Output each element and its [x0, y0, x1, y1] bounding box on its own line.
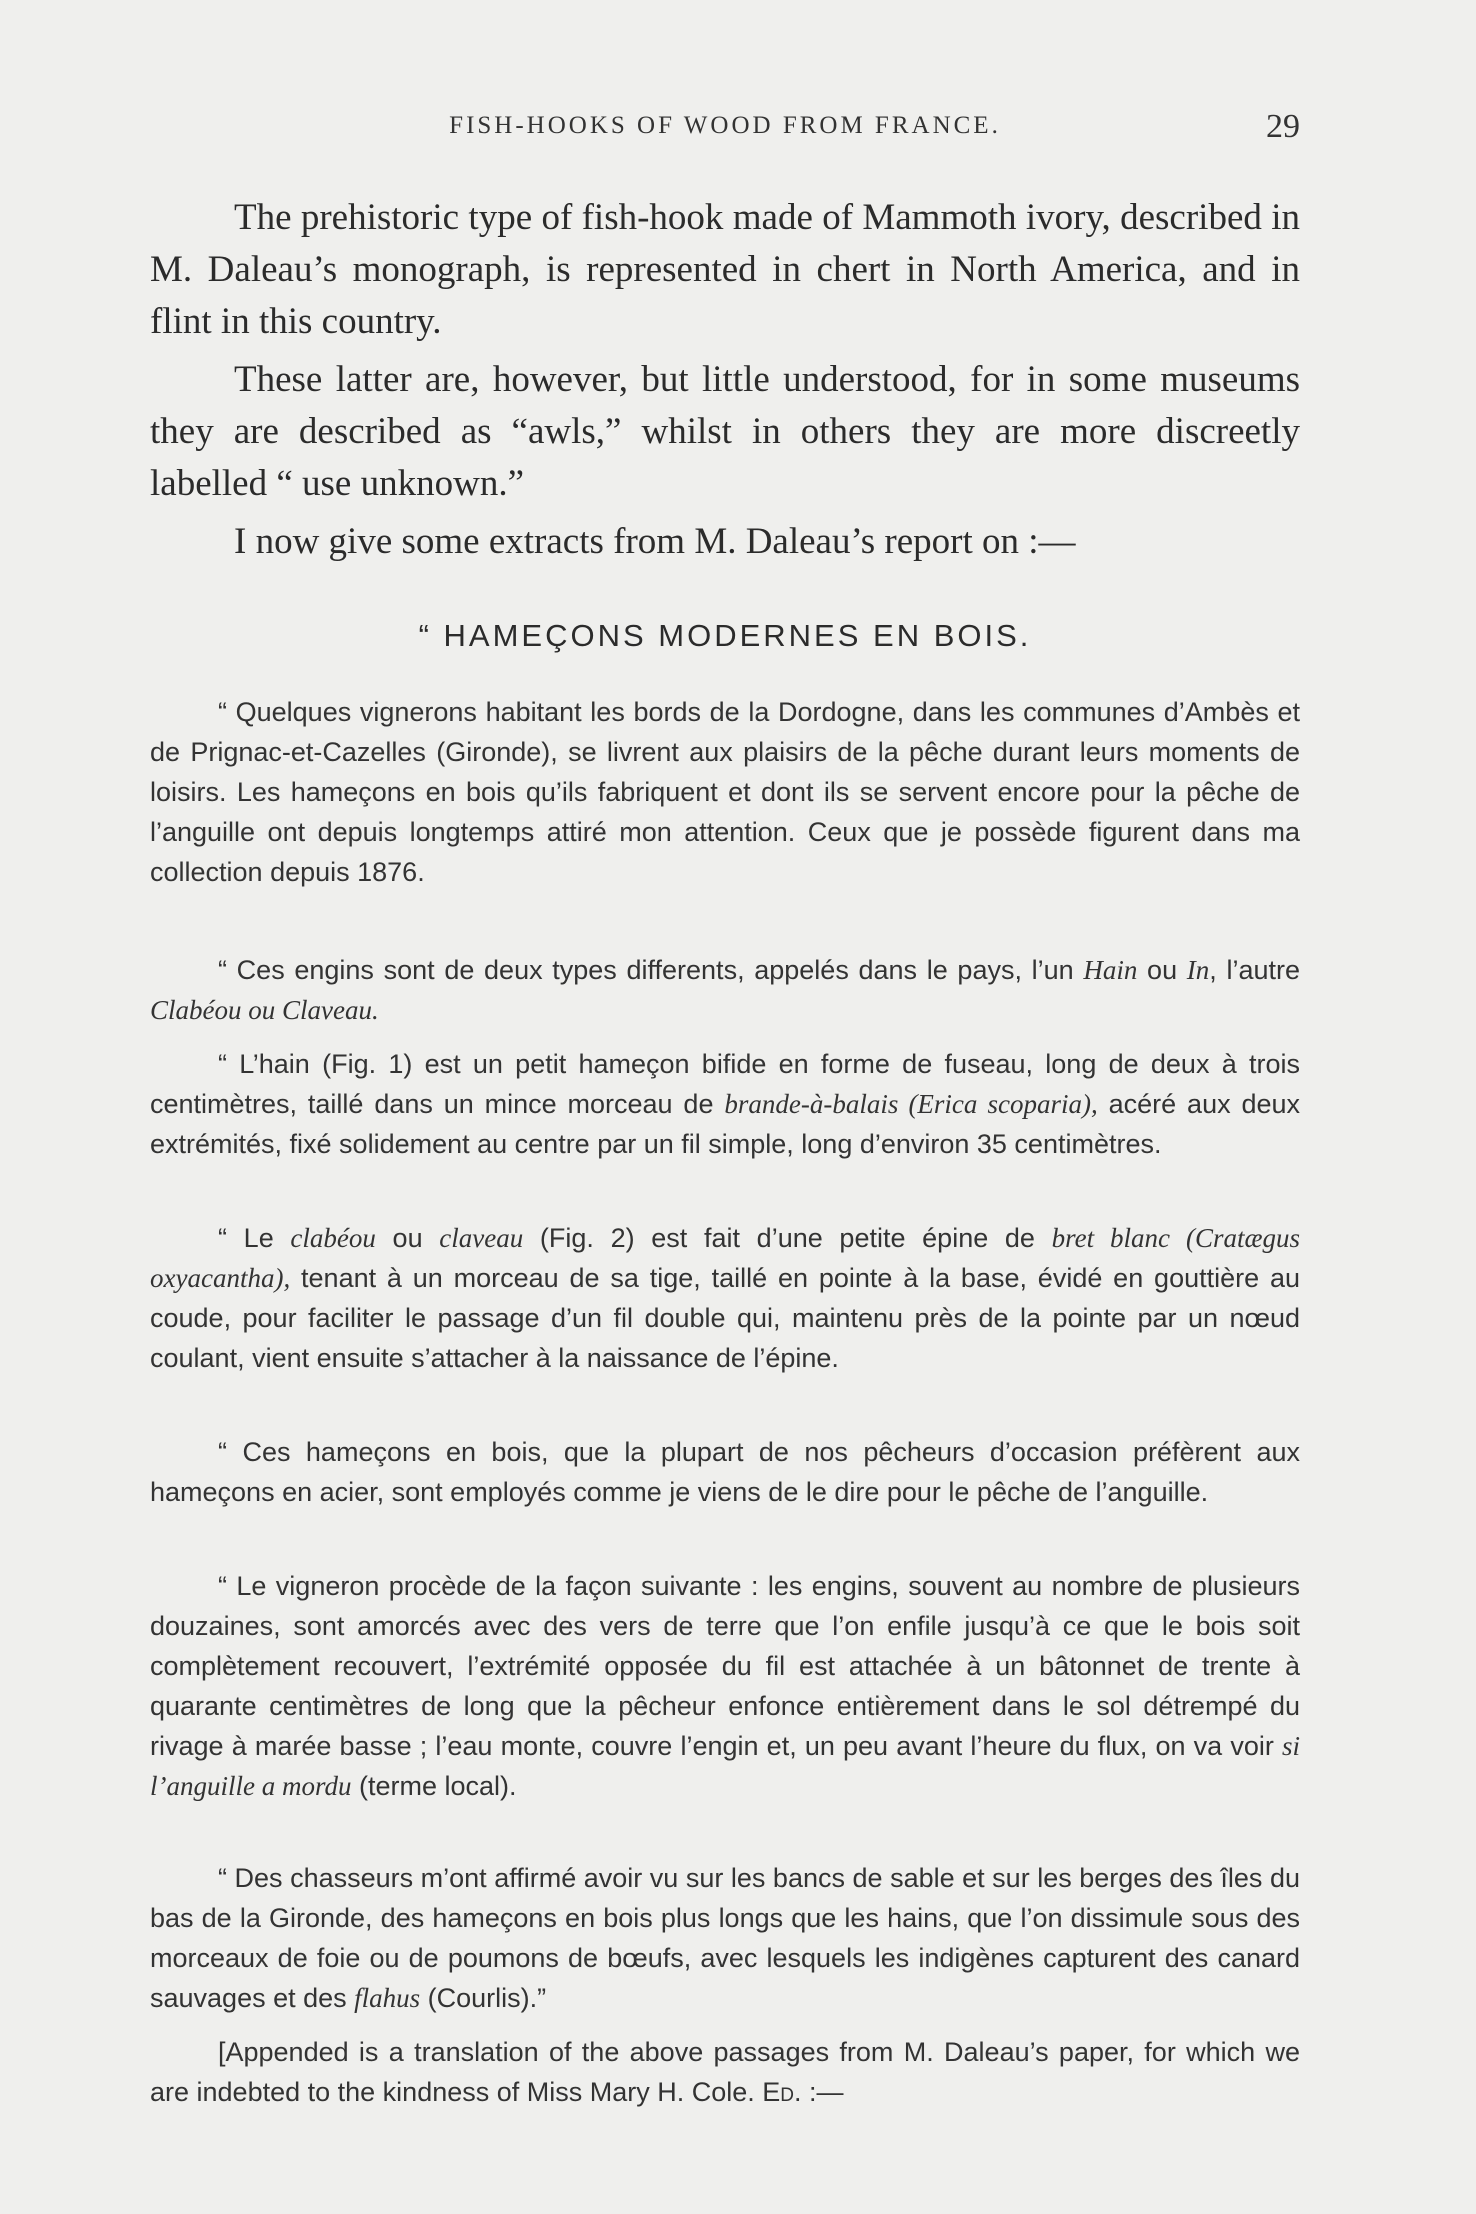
running-title: FISH-HOOKS OF WOOD FROM FRANCE. [449, 112, 1001, 139]
italic-term: Hain [1083, 955, 1138, 985]
french-paragraph-3 [150, 1044, 1300, 1164]
text: , l’autre [1209, 955, 1301, 985]
italic-term: claveau [439, 1223, 524, 1253]
closing-note [150, 2032, 1300, 2112]
text: “ Le [218, 1223, 291, 1253]
intro-paragraph-2: These latter are, however, but little understood, for in some museums they are described as “awls,” whilst in others they are more discreetly labelled “ use unknown.” [150, 359, 1300, 504]
italic-term: bret blanc (Cratægus oxyacantha), [150, 1223, 1300, 1293]
text: “ L’hain (Fig. 1) est un petit hameçon bifide en forme de fuseau, long de deux à trois centimètres, taillé dans un mince morceau de [150, 1049, 1300, 1119]
text: “ Le vigneron procède de la façon suivante : les engins, souvent au nombre de plusieurs douzaines, sont amorcés avec des vers de terre que l’on enfile jusqu’à ce que le bois soit complètement recouvert, l’extrémité opposée du fil est attachée à un bâtonnet de trente à quarante centimètres de long que la pêcheur enfonce entièrement dans le sol détrempé du rivage à marée basse ; l’eau monte, couvre l’engin et, un peu avant l’heure du flux, on va voir [150, 1571, 1300, 1761]
french-paragraph-1: “ Quelques vignerons habitant les bords de la Dordogne, dans les communes d’Ambès et de Prignac-et-Cazelles (Gironde), se livrent aux plaisirs de la pêche durant leurs moments de loisirs. Les hameçons en bois qu’ils fabriquent et dont ils se servent encore pour la pêche de l’anguille ont depuis longtemps attiré mon attention. Ceux que je possède figurent dans ma collection depuis 1876. [150, 697, 1300, 887]
page-header [150, 108, 1300, 156]
french-paragraph-7 [150, 1858, 1300, 2018]
text: “ Ces engins sont de deux types differents, appelés dans le pays, l’un [218, 955, 1084, 985]
italic-term: In [1186, 955, 1210, 985]
french-paragraph-2 [150, 950, 1300, 1030]
intro-paragraph-3: I now give some extracts from M. Daleau’s report on :— [234, 521, 1076, 562]
text: :— [801, 2077, 844, 2107]
intro-paragraph-1: The prehistoric type of fish-hook made of Mammoth ivory, described in M. Daleau’s monograph, is represented in chert in North America, and in flint in this country. [150, 197, 1300, 342]
text: (Courlis).” [420, 1983, 547, 2013]
italic-term: flahus [354, 1983, 421, 2013]
italic-term: brande-à-balais (Erica scoparia), [724, 1089, 1098, 1119]
text: tenant à un morceau de sa tige, taillé en pointe à la base, évidé en gouttière au coude, pour faciliter le passage d’un fil double qui, maintenu près de la pointe par un nœud coulant, vient ensuite s’attacher à la naissance de l’épine. [150, 1263, 1300, 1373]
page-number: 29 [1266, 108, 1300, 145]
french-paragraph-4 [150, 1218, 1300, 1378]
french-paragraph-5: “ Ces hameçons en bois, que la plupart de nos pêcheurs d’occasion préfèrent aux hameçons en acier, sont employés comme je viens de le dire pour le pêche de l’anguille. [150, 1437, 1300, 1507]
italic-term: Clabéou ou Claveau. [150, 995, 379, 1025]
italic-term: clabéou [290, 1223, 376, 1253]
text: ou [1137, 955, 1187, 985]
text: ou [375, 1223, 440, 1253]
text: (Fig. 2) est fait d’une petite épine de [523, 1223, 1052, 1253]
text: (terme local). [351, 1771, 517, 1801]
french-paragraph-6 [150, 1566, 1300, 1806]
text: [Appended is a translation of the above passages from M. Daleau’s paper, for which we are indebted to the kindness of Miss Mary H. Cole. [150, 2037, 1300, 2107]
section-heading: “ HAMEÇONS MODERNES EN BOIS. [418, 618, 1032, 653]
text: acéré aux deux extrémités, fixé solidement au centre par un fil simple, long d’environ 35 centimètres. [150, 1089, 1301, 1159]
editor-mark: Ed. [762, 2077, 802, 2107]
text: “ Des chasseurs m’ont affirmé avoir vu sur les bancs de sable et sur les berges des îles du bas de la Gironde, des hameçons en bois plus longs que les hains, que l’on dissimule sous des morceaux de foie ou de poumons de bœufs, avec lesquels les indigènes capturent des canard sauvages et des [150, 1863, 1300, 2013]
italic-term: si l’anguille a mordu [150, 1731, 1300, 1801]
